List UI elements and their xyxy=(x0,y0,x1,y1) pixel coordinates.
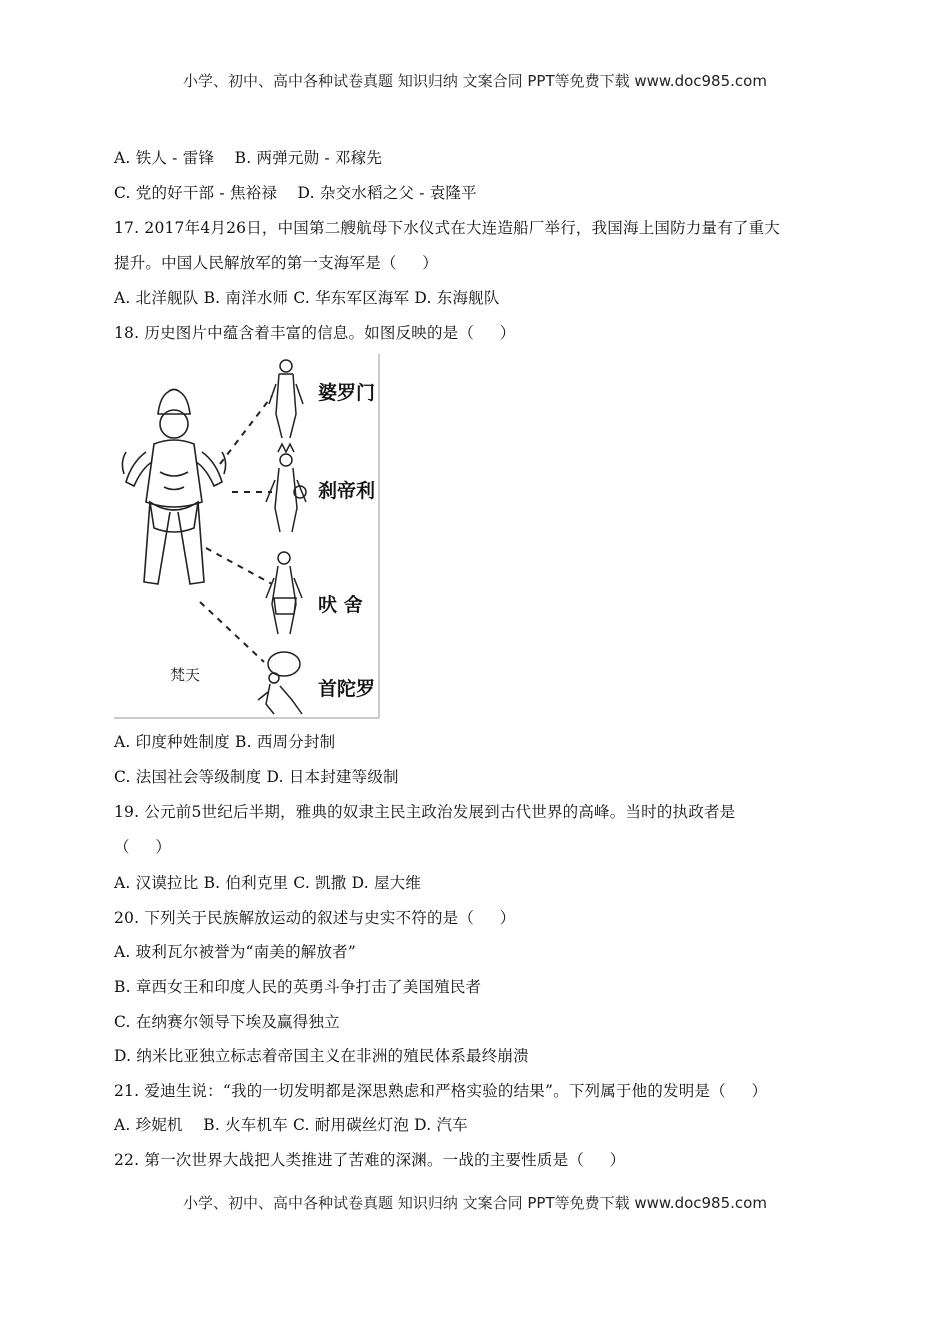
q21-text: 21. 爱迪生说：“我的一切发明都是深思熟虑和严格实验的结果”。下列属于他的发明是（ ） xyxy=(114,1082,768,1100)
q18-options-ab: A. 印度种姓制度 B. 西周分封制 xyxy=(114,733,336,751)
caste-illustration xyxy=(114,352,382,720)
connector-lines xyxy=(200,396,272,662)
deity-label: 梵天 xyxy=(170,666,201,684)
q18-options-cd: C. 法国社会等级制度 D. 日本封建等级制 xyxy=(114,768,399,786)
q19-text-cont: （ ） xyxy=(114,838,172,856)
q16-options-cd: C. 党的好干部 - 焦裕禄 D. 杂交水稻之父 - 袁隆平 xyxy=(114,184,477,202)
q20-option-d: D. 纳米比亚独立标志着帝国主义在非洲的殖民体系最终崩溃 xyxy=(114,1047,529,1065)
q20-option-a: A. 玻利瓦尔被誉为“南美的解放者” xyxy=(114,943,356,961)
q21-options: A. 珍妮机 B. 火车机车 C. 耐用碳丝灯泡 D. 汽车 xyxy=(114,1116,468,1134)
q16-options-ab: A. 铁人 - 雷锋 B. 两弹元勋 - 邓稼先 xyxy=(114,149,383,167)
q20-option-b: B. 章西女王和印度人民的英勇斗争打击了美国殖民者 xyxy=(114,978,482,996)
q18-text: 18. 历史图片中蕴含着丰富的信息。如图反映的是（ ） xyxy=(114,324,516,342)
footer-banner: 小学、初中、高中各种试卷真题 知识归纳 文案合同 PPT等免费下载 www.doc985.com xyxy=(183,1194,767,1212)
header-banner: 小学、初中、高中各种试卷真题 知识归纳 文案合同 PPT等免费下载 www.doc985.com xyxy=(183,72,767,90)
kshatriya-figure xyxy=(266,444,306,532)
q22-text: 22. 第一次世界大战把人类推进了苦难的深渊。一战的主要性质是（ ） xyxy=(114,1151,626,1169)
brahma-figure xyxy=(122,390,225,585)
caste-label-kshatriya: 刹帝利 xyxy=(318,480,376,502)
q17-text-cont: 提升。中国人民解放军的第一支海军是（ ） xyxy=(114,254,438,272)
q20-option-c: C. 在纳赛尔领导下埃及赢得独立 xyxy=(114,1013,340,1031)
q17-text: 17. 2017年4月26日，中国第二艘航母下水仪式在大连造船厂举行，我国海上国防力量有了重大 xyxy=(114,219,781,237)
q19-options: A. 汉谟拉比 B. 伯利克里 C. 凯撒 D. 屋大维 xyxy=(114,874,422,892)
brahmin-figure xyxy=(269,360,303,438)
q19-text: 19. 公元前5世纪后半期，雅典的奴隶主民主政治发展到古代世界的高峰。当时的执政者是 xyxy=(114,803,736,821)
caste-label-vaishya: 吠 舍 xyxy=(318,594,363,616)
vaishya-figure xyxy=(266,552,302,634)
caste-label-shudra: 首陀罗 xyxy=(318,678,376,700)
caste-label-brahmin: 婆罗门 xyxy=(318,382,376,404)
q20-text: 20. 下列关于民族解放运动的叙述与史实不符的是（ ） xyxy=(114,909,516,927)
q17-options: A. 北洋舰队 B. 南洋水师 C. 华东军区海军 D. 东海舰队 xyxy=(114,289,500,307)
caste-figure xyxy=(114,352,382,720)
